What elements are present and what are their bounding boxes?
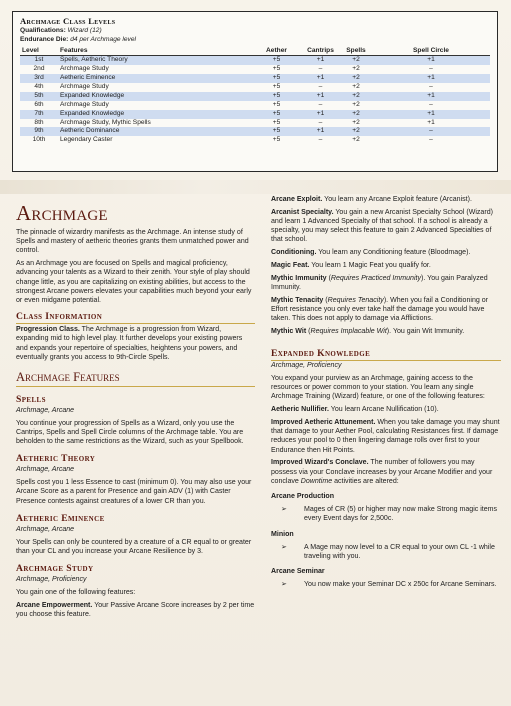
cell-spells: +2 bbox=[340, 92, 372, 101]
cell-aether: +5 bbox=[272, 65, 281, 73]
aetheric-attunement-paragraph bbox=[271, 418, 501, 455]
spells-heading: Spells bbox=[16, 394, 46, 406]
aetheric-nullifier-label: Aetheric Nullifier. bbox=[271, 406, 329, 414]
table-row bbox=[20, 127, 490, 136]
cell-aether: +5 bbox=[252, 74, 301, 83]
wizards-conclave-text-2: activities are altered: bbox=[332, 477, 399, 485]
cell-aether: +5 bbox=[272, 82, 281, 90]
progression-paragraph bbox=[16, 325, 255, 362]
aetheric-eminence-text: Your Spells can only be countered by a creature of a CR equal to or greater than your CL and you increase your Arcane Resilience by 3. bbox=[16, 538, 252, 555]
class-levels-table-box bbox=[12, 11, 498, 172]
right-column bbox=[271, 195, 501, 596]
aetheric-theory-text: Spells cost you 1 less Essence to cast (minimum 0). You may also use your Arcane Score as a parent for Presence and gain ADV (1) with Caster Presence contests against creatures of a lower CR than you. bbox=[16, 479, 252, 505]
cell-cantrips: +1 bbox=[301, 127, 340, 136]
conditioning-label: Conditioning. bbox=[271, 249, 317, 257]
endurance-value: d4 per Archmage level bbox=[70, 35, 136, 43]
cell-spells: +2 bbox=[340, 56, 372, 65]
arcane-exploit-label: Arcane Exploit. bbox=[271, 196, 323, 203]
mythic-wit-label: Mythic Wit bbox=[271, 328, 307, 335]
header-aether: Aether bbox=[252, 46, 301, 56]
cell-level: 6th bbox=[34, 100, 44, 108]
wizards-conclave-label: Improved Wizard's Conclave. bbox=[271, 459, 369, 467]
mythic-immunity-label: Mythic Immunity bbox=[271, 274, 327, 282]
class-information-heading: Class Information bbox=[16, 311, 255, 324]
cell-cantrips: – bbox=[318, 118, 323, 126]
cell-spell-circle: +1 bbox=[372, 56, 490, 65]
archmage-study-text: You gain one of the following features: bbox=[16, 588, 136, 596]
cell-aether: +5 bbox=[272, 136, 281, 144]
table-row bbox=[20, 56, 490, 65]
cell-level: 1st bbox=[20, 56, 58, 65]
cell-feature: Aetheric Eminence bbox=[58, 74, 252, 83]
aetheric-nullifier-paragraph bbox=[271, 405, 501, 414]
cell-spells: +2 bbox=[352, 65, 360, 73]
cell-level: 2nd bbox=[33, 65, 45, 73]
header-cantrips: Cantrips bbox=[301, 46, 340, 56]
aetheric-attunement-label: Improved Aetheric Attunement. bbox=[271, 419, 376, 426]
header-spells: Spells bbox=[340, 46, 372, 56]
cell-cantrips: +1 bbox=[301, 74, 340, 83]
decorative-band bbox=[0, 180, 511, 194]
cell-feature: Expanded Knowledge bbox=[58, 110, 252, 119]
arrow-bullet-icon: ➢ bbox=[281, 581, 287, 589]
mythic-immunity-text: . You gain Paralyzed Immunity. bbox=[271, 274, 488, 291]
cell-spell-circle: – bbox=[429, 100, 433, 108]
arcanist-specialty-label: Arcanist Specialty. bbox=[271, 208, 334, 216]
arrow-bullet-icon: ➢ bbox=[281, 506, 287, 514]
cell-cantrips: – bbox=[318, 65, 323, 73]
cell-aether: +5 bbox=[252, 92, 301, 101]
arrow-bullet-icon: ➢ bbox=[281, 543, 287, 551]
qualifications-value: Wizard (12) bbox=[67, 27, 102, 34]
class-levels-table bbox=[20, 46, 490, 145]
cell-feature: Archmage Study bbox=[60, 100, 109, 108]
arcane-empowerment-text: Your Passive Arcane Score increases by 2 per time you choose this feature. bbox=[16, 601, 255, 618]
arcane-empowerment-label: Arcane Empowerment. bbox=[16, 601, 93, 609]
expanded-knowledge-heading: Expanded Knowledge bbox=[271, 348, 501, 361]
cell-aether: +5 bbox=[252, 56, 301, 65]
table-row bbox=[20, 65, 490, 74]
spells-tags: Archmage, Arcane bbox=[16, 407, 75, 415]
spells-text: You continue your progression of Spells as a Wizard, only you use the Cantrips, Spells and Spell Circle columns of the Archmage table. You are beholden to the same restrictions as the Wizard, such as your Spellbook. bbox=[16, 419, 244, 446]
arcane-empowerment-paragraph bbox=[16, 601, 255, 619]
wizards-conclave-text-1: The number of followers you may possess via your Conclave increases by your Arcane Modifier and your conclave bbox=[271, 459, 493, 485]
cell-aether: +5 bbox=[272, 118, 281, 126]
mythic-immunity-paragraph: Mythic Immunity (Requires Practiced Immunity). You gain Paralyzed Immunity. bbox=[271, 274, 488, 291]
left-column bbox=[16, 201, 255, 623]
conditioning-text: You learn any Conditioning feature (Bloodmage). bbox=[316, 249, 471, 257]
endurance-line bbox=[20, 36, 490, 45]
cell-level: 9th bbox=[20, 127, 58, 136]
archmage-study-heading: Archmage Study bbox=[16, 563, 94, 575]
arcane-seminar-item bbox=[271, 580, 501, 589]
conditioning-paragraph bbox=[271, 248, 501, 257]
cell-cantrips: +1 bbox=[301, 92, 340, 101]
cell-cantrips: +1 bbox=[301, 56, 340, 65]
wizards-conclave-downtime: Downtime bbox=[300, 477, 333, 485]
header-features: Features bbox=[58, 46, 252, 56]
arcane-production-item bbox=[271, 505, 501, 523]
header-spell-circle: Spell Circle bbox=[372, 46, 490, 56]
table-row bbox=[20, 119, 490, 128]
cell-spell-circle: – bbox=[429, 82, 433, 90]
aetheric-theory-heading: Aetheric Theory bbox=[16, 453, 96, 465]
qualifications-line bbox=[20, 27, 490, 36]
cell-aether: +5 bbox=[252, 110, 301, 119]
progression-text: The Archmage is a progression from Wizard, expanding mid to high level play. It further develops your existing powers and expands your repertoire of specialties, heightens your powers, and eventually grants you access to 9th-Circle Spells. bbox=[16, 326, 243, 361]
cell-feature: Archmage Study bbox=[60, 82, 109, 90]
aetheric-nullifier-text: You learn Arcane Nullification (10). bbox=[328, 406, 439, 414]
wizards-conclave-paragraph bbox=[271, 458, 501, 486]
cell-spells: +2 bbox=[352, 118, 360, 126]
cell-feature: Legendary Caster bbox=[60, 136, 113, 144]
cell-feature: Expanded Knowledge bbox=[58, 92, 252, 101]
mythic-tenacity-label: Mythic Tenacity bbox=[271, 296, 324, 304]
cell-level: 3rd bbox=[20, 74, 58, 83]
table-row bbox=[20, 92, 490, 101]
cell-spells: +2 bbox=[352, 136, 360, 144]
cell-spells: +2 bbox=[352, 82, 360, 90]
cell-spells: +2 bbox=[340, 74, 372, 83]
cell-spell-circle: +1 bbox=[372, 74, 490, 83]
cell-spells: +2 bbox=[352, 100, 360, 108]
minion-item bbox=[271, 543, 501, 561]
aetheric-eminence-tags: Archmage, Arcane bbox=[16, 525, 75, 533]
cell-cantrips: – bbox=[318, 100, 323, 108]
cell-level: 7th bbox=[20, 110, 58, 119]
features-heading: Archmage Features bbox=[16, 370, 255, 387]
arcanist-specialty-text: You gain a new Arcanist Specialty School (Wizard) and learn 1 Advanced Specialty of that school. If a school is already a specialty, you may select this feature to gain 2 Advanced Specialties of that school. bbox=[271, 208, 493, 244]
cell-cantrips: – bbox=[318, 82, 323, 90]
arcane-seminar-text: You now make your Seminar DC x 250c for Arcane Seminars. bbox=[304, 581, 497, 589]
cell-spell-circle: – bbox=[429, 65, 433, 73]
mythic-wit-text: . You gain Wit Immunity. bbox=[389, 328, 465, 335]
cell-spells: +2 bbox=[340, 110, 372, 119]
minion-text: A Mage may now level to a CR equal to your own CL -1 while traveling with you. bbox=[304, 543, 495, 561]
cell-cantrips: +1 bbox=[301, 110, 340, 119]
qualifications-label: Qualifications: bbox=[20, 27, 66, 34]
mythic-tenacity-text: . When you fail a Conditioning or Effort resistance you only ever take half the damage you would have taken. This does not apply to damage via Afflictions. bbox=[271, 296, 489, 323]
table-row bbox=[20, 136, 490, 145]
mythic-immunity-requirement: Requires Practiced Immunity bbox=[330, 274, 421, 282]
table-title: Archmage Class Levels bbox=[20, 16, 116, 26]
expanded-knowledge-text: You expand your purview as an Archmage, gaining access to the resources or power common to your station. You learn any single Archmage Training (Wizard) feature, or one of the following features: bbox=[271, 375, 485, 401]
arcanist-specialty-paragraph bbox=[271, 208, 501, 245]
cell-aether: +5 bbox=[272, 100, 281, 108]
cell-spell-circle: – bbox=[429, 136, 433, 144]
mythic-tenacity-requirement: Requires Tenacity bbox=[327, 296, 384, 304]
cell-feature: Archmage Study, Mythic Spells bbox=[60, 118, 151, 126]
cell-spell-circle: – bbox=[372, 127, 490, 136]
arcane-production-label: Arcane Production bbox=[271, 493, 335, 501]
arcane-exploit-paragraph bbox=[271, 195, 501, 204]
magic-feat-paragraph bbox=[271, 261, 501, 270]
table-row bbox=[20, 83, 490, 92]
intro-paragraph-2: As an Archmage you are focused on Spells and magical proficiency, advancing your talents as a Wizard to their zenith. Your style of play should change little, as you are capitalizing on existing abilities, but access to the strongest Arcane powers elevates your capabilities much beyond your early or even midgame potential. bbox=[16, 260, 252, 305]
aetheric-attunement-text: When you take damage you may shunt that damage to your Aether Pool, calculating Resistances first. If damage reduces your pool to 0 then lingering damage rolls over first to your Endurance then Hit Points. bbox=[271, 419, 500, 454]
cell-spell-circle: +1 bbox=[372, 92, 490, 101]
cell-level: 4th bbox=[34, 82, 44, 90]
table-row bbox=[20, 74, 490, 83]
cell-cantrips: – bbox=[318, 136, 323, 144]
cell-feature: Aetheric Dominance bbox=[58, 127, 252, 136]
cell-level: 10th bbox=[32, 136, 46, 144]
cell-level: 5th bbox=[20, 92, 58, 101]
table-header-row bbox=[20, 46, 490, 56]
arcane-seminar-label: Arcane Seminar bbox=[271, 568, 325, 576]
endurance-label: Endurance Die: bbox=[20, 35, 69, 43]
arcane-production-text: Mages of CR (5) or higher may now make Strong magic items every Event days for 2,500c. bbox=[304, 506, 498, 523]
cell-level: 8th bbox=[34, 118, 44, 126]
cell-spell-circle: +1 bbox=[427, 118, 435, 126]
magic-feat-label: Magic Feat. bbox=[271, 262, 310, 269]
mythic-wit-paragraph: Mythic Wit (Requires Implacable Wit). You gain Wit Immunity. bbox=[271, 328, 465, 335]
minion-label: Minion bbox=[271, 530, 294, 538]
mythic-wit-requirement: Requires Implacable Wit bbox=[310, 328, 387, 335]
cell-feature: Archmage Study bbox=[60, 65, 109, 73]
cell-spells: +2 bbox=[340, 127, 372, 136]
intro-paragraph-1: The pinnacle of wizardry manifests as the Archmage. An intense study of Spells and mastery of aetheric theories grants them unmatched power and control. bbox=[16, 229, 249, 255]
cell-aether: +5 bbox=[252, 127, 301, 136]
aetheric-theory-tags: Archmage, Arcane bbox=[16, 466, 75, 474]
table-row bbox=[20, 110, 490, 119]
cell-spell-circle: +1 bbox=[372, 110, 490, 119]
header-level: Level bbox=[20, 46, 58, 56]
page-title: Archmage bbox=[16, 201, 108, 225]
expanded-knowledge-tags: Archmage, Proficiency bbox=[271, 362, 342, 370]
progression-label: Progression Class. bbox=[16, 326, 80, 334]
mythic-tenacity-paragraph: Mythic Tenacity (Requires Tenacity). When you fail a Conditioning or Effort resistance you only ever take half the damage you would have taken. This does not apply to damage via Afflictions. bbox=[271, 296, 489, 323]
aetheric-eminence-heading: Aetheric Eminence bbox=[16, 512, 105, 524]
arcane-exploit-text: You learn any Arcane Exploit feature (Arcanist). bbox=[322, 196, 472, 203]
cell-feature: Spells, Aetheric Theory bbox=[58, 56, 252, 65]
table-row bbox=[20, 101, 490, 110]
magic-feat-text: You learn 1 Magic Feat you qualify for. bbox=[309, 262, 431, 269]
archmage-study-tags: Archmage, Proficiency bbox=[16, 576, 87, 584]
